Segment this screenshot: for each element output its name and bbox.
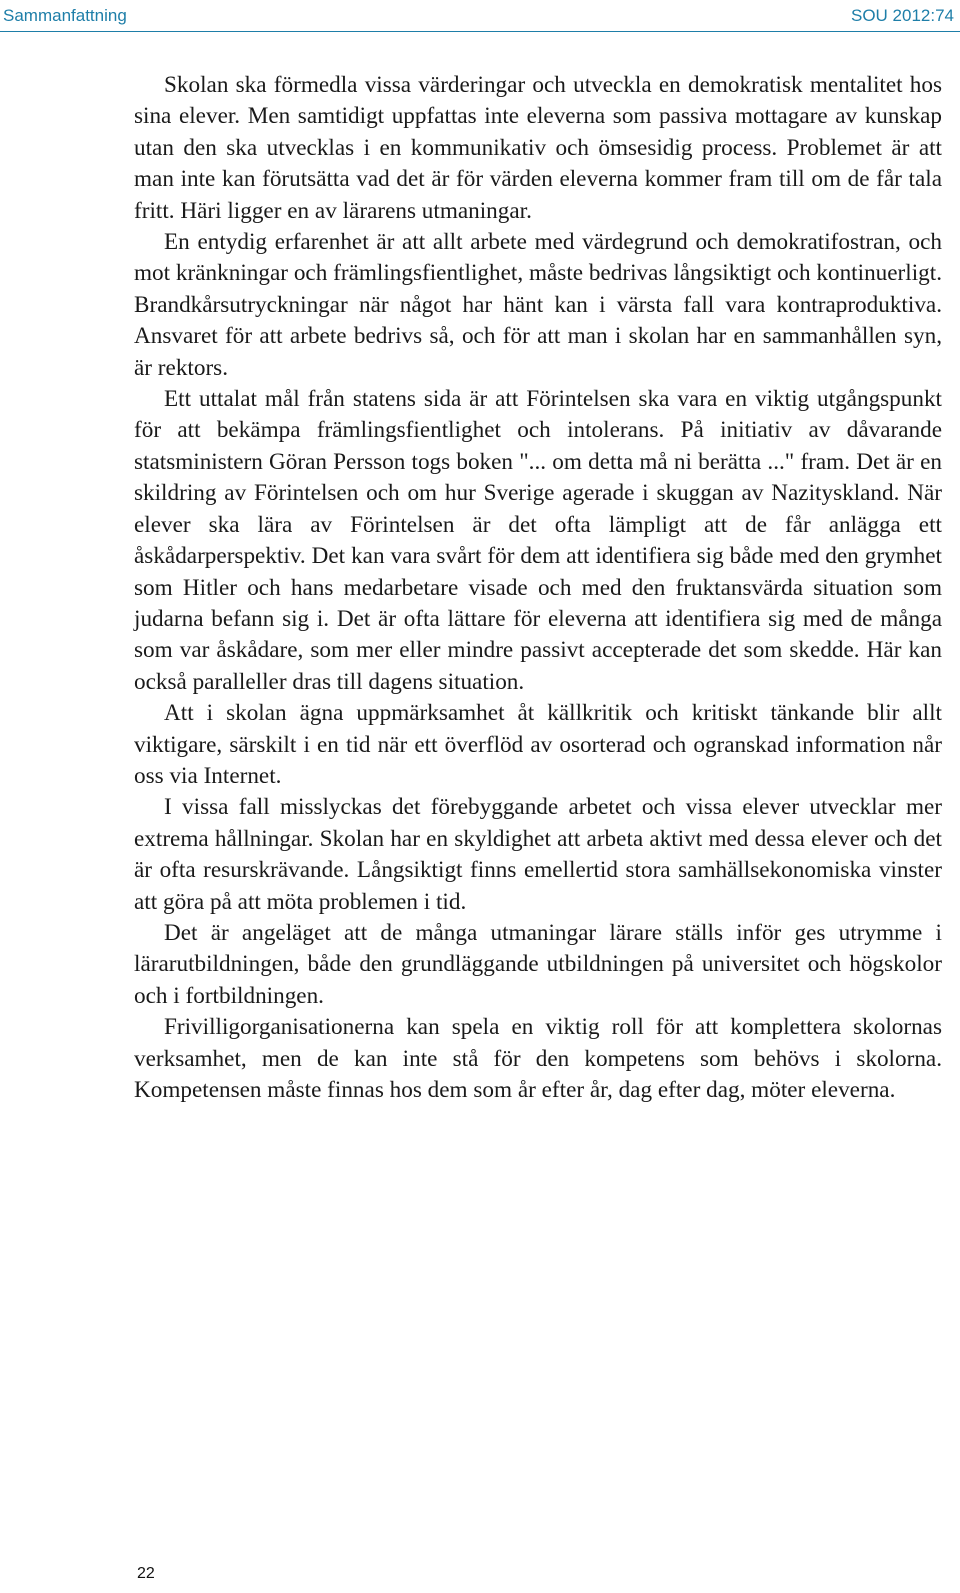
paragraph: Det är angeläget att de många utmaningar lärare ställs inför ges utrymme i lärarutbildningen, både den grundläggande utbildningen på universitet och högskolor och i fortbildningen. [134,919,942,1009]
paragraph: Skolan ska förmedla vissa värderingar och utveckla en demokratisk mentalitet hos sina elever. Men samtidigt uppfattas inte eleverna som passiva mottagare av kunskap utan den ska utvecklas i en kommunikativ och ömsesidig process. Problemet är att man inte kan förutsätta vad det är för värden eleverna kommer fram till om de får tala fritt. Häri ligger en av lärarens utmaningar. [134,72,942,224]
paragraph: Ett uttalat mål från statens sida är att Förintelsen ska vara en viktig utgångspunkt för att bekämpa främlingsfientlighet och intolerans. På initiativ av dåvarande statsministern Göran Persson togs boken "... om detta må ni berätta ..." fram. Det är en skildring av Förintelsen och om hur Sverige agerade i skuggan av Nazityskland. När elever ska lära av Förintelsen är det ofta lämpligt att de får anlägga ett åskådarperspektiv. Det kan vara svårt för dem att identifiera sig både med den grymhet som Hitler och hans medarbetare visade och med den fruktansvärda situation som judarna befann sig i. Det är ofta lättare för eleverna att identifiera sig med de många som var åskådare, som mer eller mindre passivt accepterade det som skedde. Här kan också paralleller dras till dagens situation. [134,386,942,695]
body-text [134,70,942,1106]
paragraph: En entydig erfarenhet är att allt arbete med värdegrund och demokratifostran, och mot kränkningar och främlingsfientlighet, måste bedrivas långsiktigt och kontinuerligt. Brandkårsutryckningar när något har hänt kan i värsta fall vara kontraproduktiva. Ansvaret för att arbete bedrivs så, och för att man i skolan har en sammanhållen syn, är rektors. [134,229,942,381]
paragraph: Frivilligorganisationerna kan spela en viktig roll för att komplettera skolornas verksamhet, men de kan inte stå för den kompetens som behövs i skolorna. Kompetensen måste finnas hos dem som år efter år, dag efter dag, möter eleverna. [134,1014,942,1103]
header-divider [0,31,960,32]
paragraph: I vissa fall misslyckas det förebyggande arbetet och vissa elever utvecklar mer extrema hållningar. Skolan har en skyldighet att arbeta aktivt med dessa elever och det är ofta resurskrävande. Långsiktigt finns emellertid stora samhällsekonomiska vinster att göra på att möta problemen i tid. [134,794,942,915]
page-number: 22 [137,1565,155,1582]
report-reference: SOU 2012:74 [850,6,954,25]
paragraph: Att i skolan ägna uppmärksamhet åt källkritik och kritiskt tänkande blir allt viktigare, särskilt i en tid när ett överflöd av osorterad och ogranskad information når oss via Internet. [134,700,942,789]
section-title: Sammanfattning [3,6,127,25]
running-header [0,0,960,31]
